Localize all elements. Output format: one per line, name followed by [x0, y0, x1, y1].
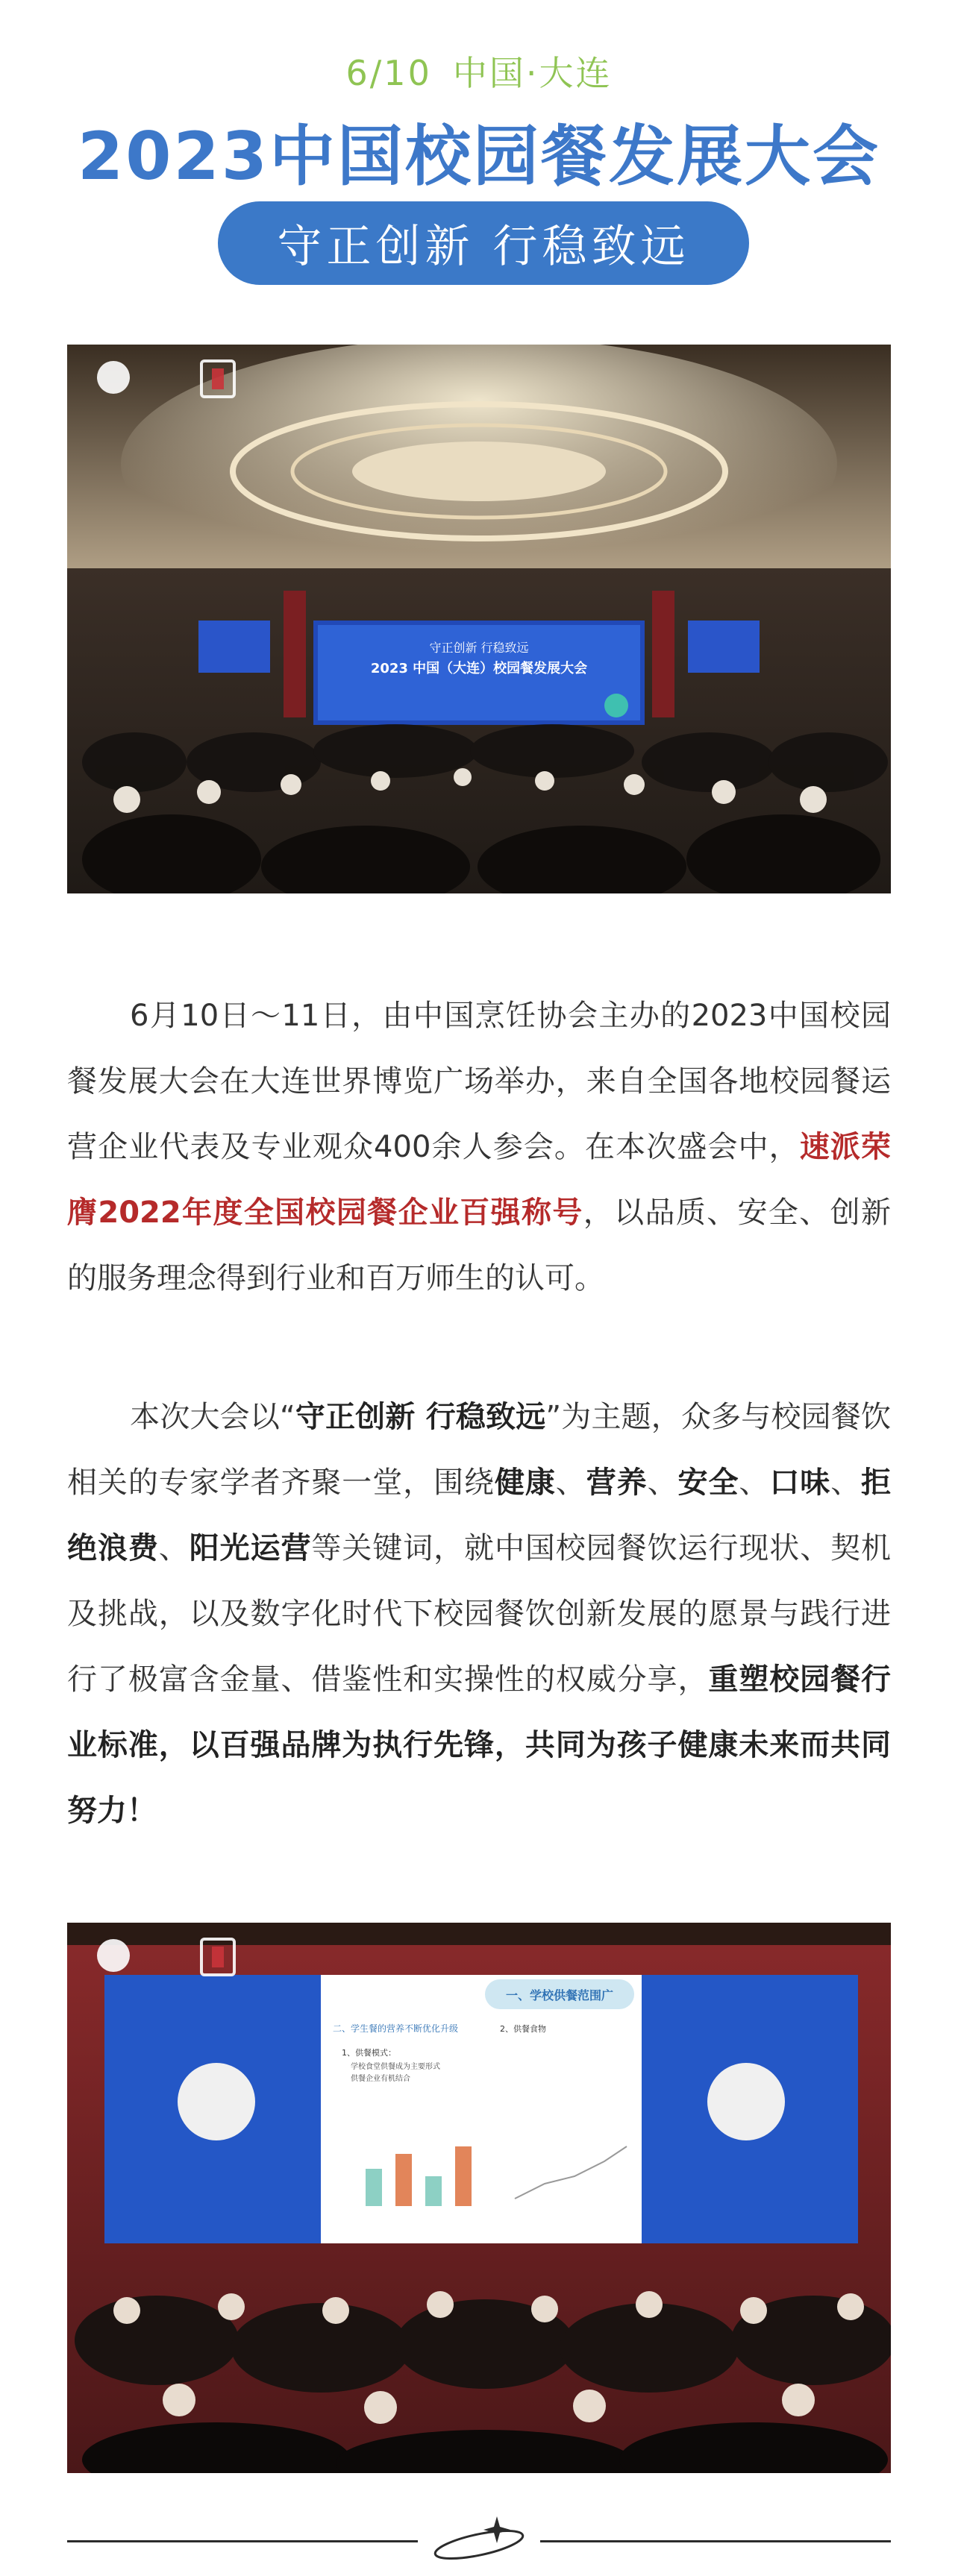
- divider-line-left: [67, 2540, 418, 2542]
- slide-left-line2: 供餐企业有机结合: [351, 2075, 410, 2083]
- slide-right-title: 2、供餐食物: [500, 2024, 546, 2034]
- event-date: 6/10: [345, 53, 432, 93]
- punct: 、: [739, 1466, 770, 1500]
- event-date-location: [0, 46, 958, 95]
- intro-text-1: 6月10日～11日，由中国烹饪协会主办的2023中国校园餐发展大会在大连世界博览广场举办，来自全国各地校园餐运营企业代表及专业观众400余人参会。在本次盛会中，: [67, 999, 891, 1164]
- keyword-safety: 安全: [677, 1466, 739, 1500]
- divider-line-right: [540, 2540, 891, 2542]
- theme-slogan-bold: 守正创新 行稳致远: [295, 1400, 546, 1434]
- keyword-taste: 口味: [769, 1466, 831, 1500]
- footer-divider: [67, 2513, 891, 2566]
- theme-text-1: 本次大会以“: [130, 1400, 295, 1434]
- theme-text-3: 等关键词，就中国校园餐饮运行现状、契机及挑战，以及数字化时代下校园餐饮创新发展的愿景与践行进行了极富含金量、借鉴性和实操性的权威分享，: [67, 1531, 892, 1697]
- intro-text-2: ，以品质、安全、创新的服务理念得到行业和百万师生的认可。: [67, 1196, 892, 1295]
- speaker-presentation-photo: [67, 1923, 891, 2473]
- keyword-health: 健康: [494, 1466, 556, 1500]
- punct: 、: [647, 1466, 678, 1500]
- theme-paragraph: [67, 1384, 891, 1844]
- slide-left-title: 二、学生餐的营养不断优化升级: [333, 2023, 459, 2034]
- slide-left-item: 1、供餐模式：: [342, 2048, 396, 2058]
- award-highlight: 速派荣膺2022年度全国校园餐企业百强称号: [67, 1130, 891, 1230]
- theme-text-2: ”为主题，众多与校园餐饮相关的专家学者齐聚一堂，围绕: [67, 1400, 891, 1500]
- punct: 、: [158, 1531, 190, 1565]
- slogan-text: 守正创新 行稳致远: [277, 221, 690, 273]
- closing-bold-statement: 重塑校园餐行业标准，以百强品牌为执行先锋，共同为孩子健康未来而共同努力！: [67, 1662, 892, 1828]
- stage-screen-line2: 2023 中国（大连）校园餐发展大会: [370, 661, 588, 676]
- keyword-no-waste: 拒绝浪费: [67, 1466, 892, 1565]
- sparkle-orbit-icon: [425, 2513, 533, 2566]
- event-location: 中国·大连: [452, 53, 613, 93]
- stage-screen-line1: 守正创新 行稳致远: [429, 641, 529, 655]
- conference-hall-photo: [67, 345, 891, 893]
- slide-left-line1: 学校食堂供餐成为主要形式: [351, 2063, 440, 2071]
- keyword-sunshine-operation: 阳光运营: [189, 1531, 312, 1565]
- keyword-nutrition: 营养: [586, 1466, 648, 1500]
- slide-heading: 一、学校供餐范围广: [505, 1988, 614, 2002]
- punct: 、: [830, 1466, 862, 1500]
- slogan-badge: [218, 201, 749, 285]
- page-title: 2023中国校园餐发展大会: [78, 118, 880, 195]
- punct: 、: [555, 1466, 586, 1500]
- intro-paragraph: [67, 983, 891, 1311]
